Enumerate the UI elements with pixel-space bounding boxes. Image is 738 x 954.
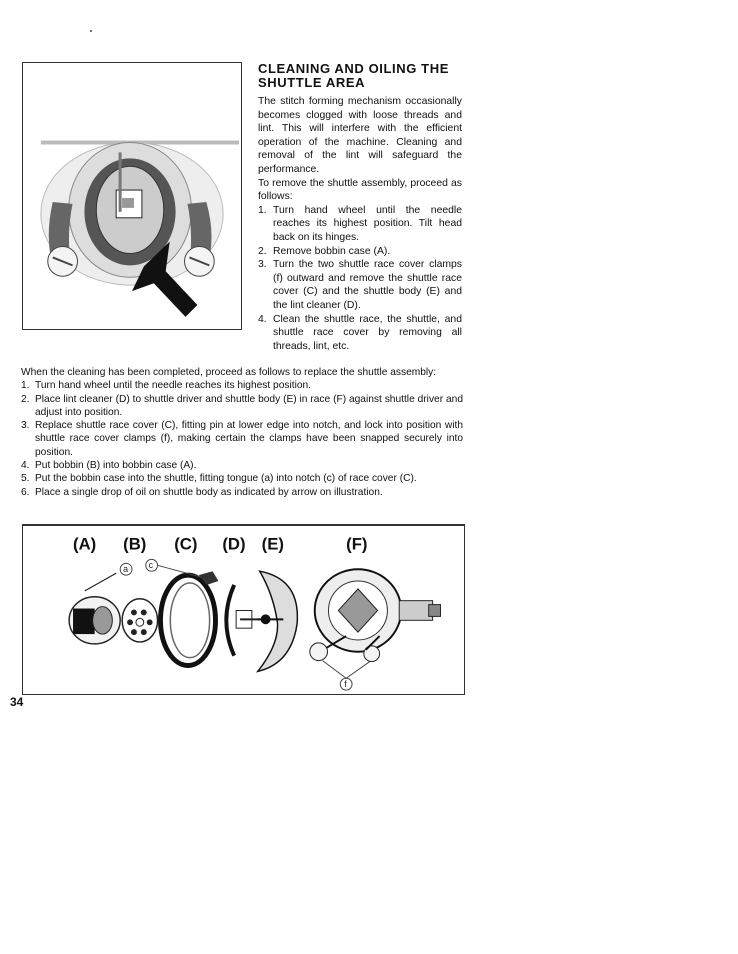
replacement-instructions (21, 366, 463, 499)
replacement-step: 4. Put bobbin (B) into bobbin case (A). (21, 460, 197, 472)
removal-step: 3. Turn the two shuttle race cover clamps (f) outward and remove the shuttle race cover (C) and the shuttle body (E) and the lint cleaner (D). (258, 259, 462, 311)
svg-text:c: c (148, 560, 154, 571)
svg-text:a: a (123, 564, 129, 575)
race-cover-part (160, 571, 218, 665)
removal-steps (258, 204, 462, 354)
replacement-steps (21, 379, 463, 499)
lint-cleaner-part (226, 585, 259, 656)
callout-f (323, 661, 370, 690)
speck (90, 30, 92, 32)
page-number: 34 (10, 695, 24, 709)
part-label-e: (E) (261, 534, 284, 554)
callout-a (120, 563, 132, 575)
replacement-lead: When the cleaning has been completed, proceed as follows to replace the shuttle assembly: (21, 367, 437, 378)
part-label-a: (A) (73, 534, 97, 554)
removal-step: 4. Clean the shuttle race, the shuttle, and shuttle race cover by removing all threads, lint, etc. (258, 313, 462, 352)
callout-c (146, 559, 201, 577)
replacement-step: 6. Place a single drop of oil on shuttle body as indicated by arrow on illustration. (21, 486, 383, 498)
shuttle-area-illustration (23, 63, 241, 329)
bobbin-part (122, 599, 157, 642)
removal-step: 2. Remove bobbin case (A). (258, 245, 391, 257)
removal-lead: To remove the shuttle assembly, proceed as follows: (258, 177, 462, 203)
part-label-d: (D) (222, 534, 246, 554)
replacement-step: 1. Turn hand wheel until the needle reaches its highest position. (21, 380, 311, 392)
shuttle-body-part (258, 571, 298, 671)
replacement-step: 2. Place lint cleaner (D) to shuttle driver and shuttle body (E) in race (F) against shuttle driver and adjust into position. (21, 393, 463, 418)
shuttle-parts-figure (22, 524, 465, 695)
shuttle-area-figure (22, 62, 242, 330)
intro-paragraph: The stitch forming mechanism occasionally becomes clogged with loose threads and lint. This will interfere with the efficient operation of the machine. Cleaning and removal of the lint will safeguard the performance. (258, 96, 462, 175)
replacement-step: 3. Replace shuttle race cover (C), fitting pin at lower edge into notch, and lock into position with shuttle race cover clamps (f), making certain the clamps have been snapped securely into position. (21, 420, 463, 458)
shuttle-parts-illustration (23, 526, 464, 694)
section-title: CLEANING AND OILING THE SHUTTLE AREA (258, 61, 449, 90)
part-label-b: (B) (123, 534, 147, 554)
bobbin-case-part (69, 573, 120, 644)
shuttle-race-part (310, 569, 441, 661)
part-label-f: (F) (346, 534, 368, 554)
svg-text:f: f (344, 679, 347, 690)
replacement-step: 5. Put the bobbin case into the shuttle, fitting tongue (a) into notch (c) of race cover (C). (21, 473, 417, 485)
part-label-c: (C) (174, 534, 198, 554)
removal-step: 1. Turn hand wheel until the needle reaches its highest position. Tilt head back on its hinges. (258, 204, 462, 243)
section-body (258, 95, 462, 353)
